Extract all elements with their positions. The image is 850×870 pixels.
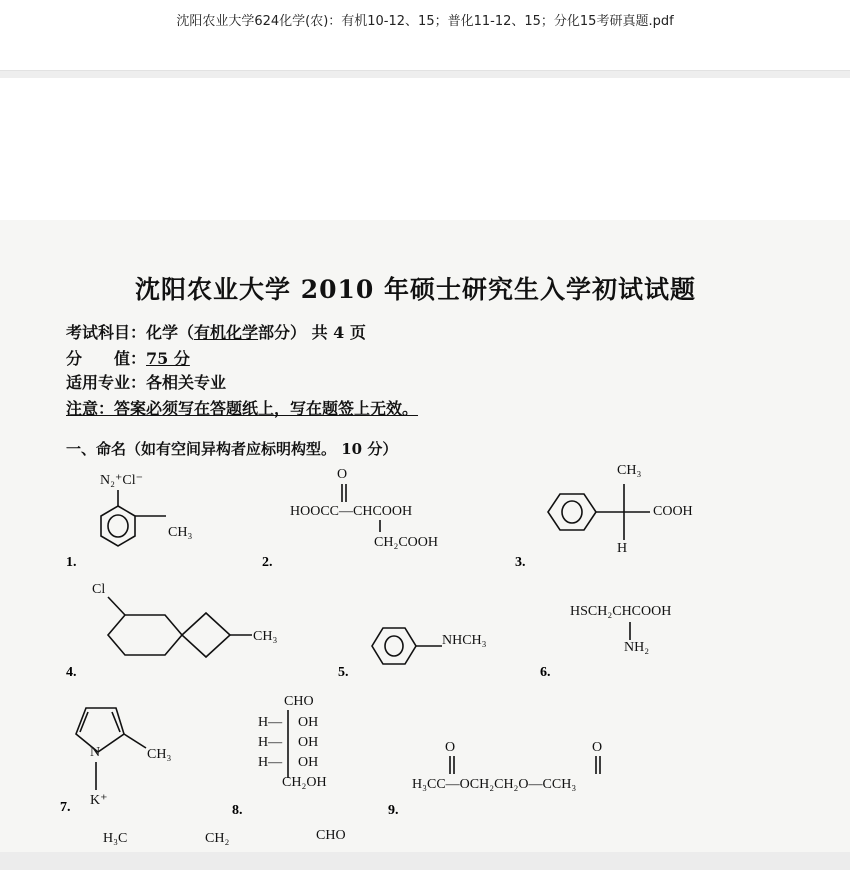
exam-notice: [66, 396, 418, 419]
question-number: 6.: [540, 665, 551, 680]
score-value: 75 分: [146, 349, 190, 368]
question-number: 2.: [262, 555, 273, 570]
question-number: 7.: [60, 800, 71, 815]
subject-name: 有机化学: [194, 323, 259, 342]
major-label: 适用专业：: [66, 373, 147, 392]
chem-label: H—: [258, 735, 283, 750]
document-page: [0, 78, 850, 852]
chem-label: O: [445, 740, 456, 755]
exam-subject-line: [66, 320, 366, 343]
major-value: 各相关专业: [146, 373, 227, 392]
chem-label: CH₃: [253, 629, 278, 644]
exam-major-line: [66, 370, 226, 393]
score-label: 分 值：: [66, 349, 147, 368]
chem-label: CH₂COOH: [374, 535, 438, 550]
question-number: 3.: [515, 555, 526, 570]
scanned-exam-page: [0, 220, 850, 852]
chem-label: CH₃: [168, 525, 193, 540]
question-number: 1.: [66, 555, 77, 570]
chem-label: H₃CC—OCH₂CH₂O—CCH₃: [412, 777, 577, 792]
header-divider: [0, 70, 850, 78]
chem-label: CH₂: [205, 831, 230, 846]
chem-label: OH: [298, 755, 319, 770]
viewer-header: [0, 0, 850, 70]
chem-label: H—: [258, 755, 283, 770]
question-number: 4.: [66, 665, 77, 680]
benzene-ring-structure: [368, 622, 448, 670]
page-separator: [0, 852, 850, 870]
question-number: 9.: [388, 803, 399, 818]
chem-label: O: [592, 740, 603, 755]
carbonyl-bond-structure: [440, 754, 610, 778]
chem-label: COOH: [653, 504, 693, 519]
chem-label: CH₃: [147, 747, 172, 762]
phenyl-chiral-structure: [540, 480, 660, 546]
chem-label: H₃C: [103, 831, 128, 846]
chem-label: HSCH₂CHCOOH: [570, 604, 672, 619]
exam-score-line: [66, 346, 190, 369]
amine-bond-structure: [620, 620, 640, 644]
exam-title: 沈阳农业大学 2010 年硕士研究生入学初试试题: [135, 275, 696, 304]
chem-label: H: [617, 541, 628, 556]
question-number: 8.: [232, 803, 243, 818]
fischer-backbone-structure: [280, 708, 300, 784]
chem-label: CHO: [316, 828, 346, 843]
question-number: 5.: [338, 665, 349, 680]
chem-label: HOOCC—CHCOOH: [290, 504, 413, 519]
chem-label: H—: [258, 715, 283, 730]
pyrrole-ring-structure: [68, 704, 158, 800]
benzene-ring-structure: [88, 490, 178, 570]
chem-label: K⁺: [90, 793, 108, 808]
chem-label: CH₂OH: [282, 775, 327, 790]
chem-label: Cl: [92, 582, 106, 597]
chem-label: CHO: [284, 694, 314, 709]
chem-label: OH: [298, 715, 319, 730]
chem-label: CH₃: [617, 463, 642, 478]
subject-tail: 部分） 共 4 页: [258, 323, 366, 342]
chem-label: OH: [298, 735, 319, 750]
chem-label: NH₂: [624, 640, 650, 655]
chem-label: N: [90, 745, 101, 760]
document-title: 沈阳农业大学624化学(农)：有机10-12、15；普化11-12、15；分化15考研真题.pdf: [176, 14, 674, 29]
notice-text: 注意：答案必须写在答题纸上，写在题签上无效。: [66, 399, 419, 418]
chem-label: N₂⁺Cl⁻: [100, 473, 143, 488]
subject-label: 考试科目：化学（: [66, 323, 195, 342]
spiro-compound-structure: [100, 595, 260, 675]
chem-label: NHCH₃: [442, 633, 487, 648]
section-one-heading: 一、命名（如有空间异构者应标明构型。 10 分）: [66, 440, 398, 458]
chem-label: O: [337, 467, 348, 482]
carbonyl-bond-structure: [330, 482, 390, 542]
